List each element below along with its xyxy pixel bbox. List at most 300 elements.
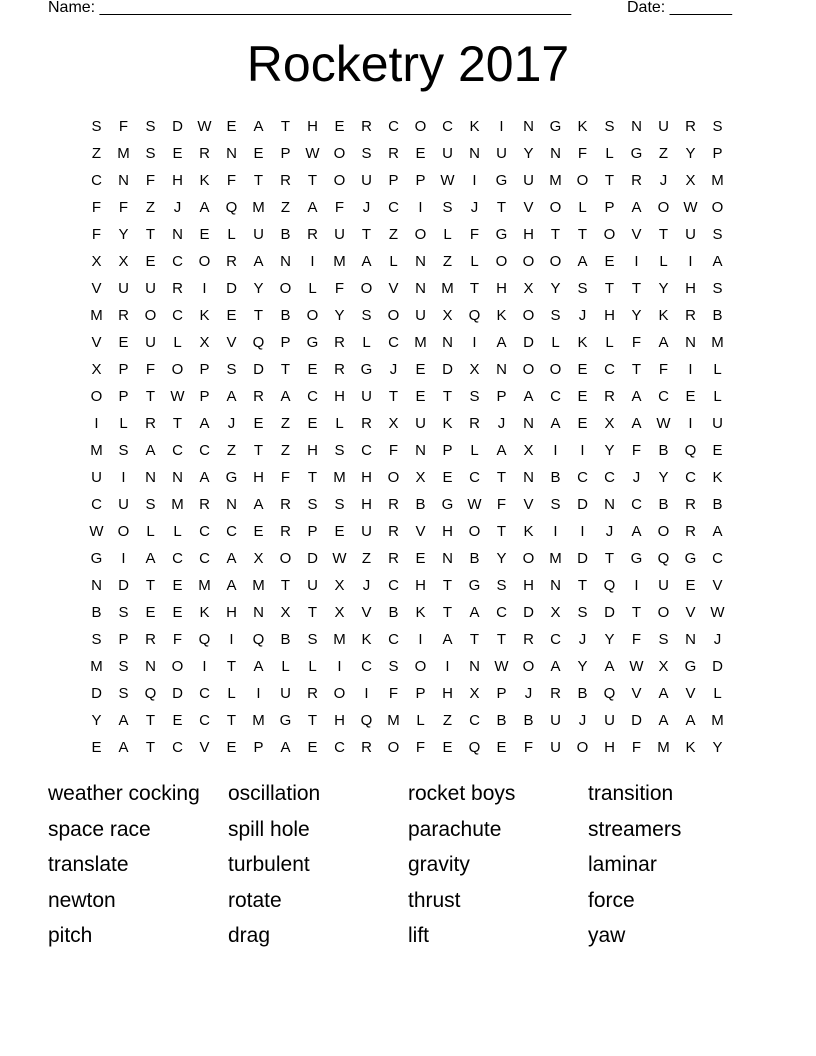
grid-letter: J <box>524 685 533 702</box>
grid-letter: B <box>523 712 534 729</box>
grid-letter: A <box>523 388 534 405</box>
grid-letter: G <box>630 550 643 567</box>
grid-letter: I <box>499 118 504 135</box>
grid-letter: K <box>496 307 507 324</box>
grid-letter: A <box>658 712 669 729</box>
grid-letter: L <box>308 280 317 297</box>
grid-letter: R <box>631 172 642 189</box>
grid-row <box>83 491 743 518</box>
grid-letter: Q <box>468 739 481 756</box>
grid-letter: T <box>307 604 318 621</box>
grid-letter: P <box>280 145 291 162</box>
grid-letter: S <box>307 496 318 513</box>
grid-letter: T <box>145 226 156 243</box>
grid-letter: N <box>550 145 561 162</box>
grid-letter: H <box>334 388 345 405</box>
grid-letter: I <box>580 442 585 459</box>
grid-letter: Q <box>684 442 697 459</box>
grid-letter: R <box>280 496 291 513</box>
grid-letter: K <box>658 307 669 324</box>
grid-letter: E <box>172 145 183 162</box>
grid-letter: D <box>577 496 588 513</box>
grid-letter: C <box>604 469 615 486</box>
grid-letter: V <box>631 685 642 702</box>
grid-letter: N <box>91 577 102 594</box>
grid-letter: L <box>335 415 344 432</box>
grid-letter: N <box>226 496 237 513</box>
grid-letter: U <box>118 280 129 297</box>
grid-letter: S <box>307 631 318 648</box>
grid-letter: B <box>415 496 426 513</box>
grid-letter: R <box>550 685 561 702</box>
word-list-item: oscillation <box>228 782 321 805</box>
grid-letter: Y <box>685 145 696 162</box>
grid-letter: X <box>685 172 696 189</box>
grid-letter: M <box>90 307 103 324</box>
grid-letter: Y <box>496 550 507 567</box>
grid-letter: N <box>685 334 696 351</box>
grid-letter: D <box>631 712 642 729</box>
grid-letter: S <box>118 442 129 459</box>
grid-letter: H <box>496 280 507 297</box>
grid-letter: S <box>496 577 507 594</box>
grid-letter: U <box>550 739 561 756</box>
grid-letter: F <box>334 280 345 297</box>
grid-letter: S <box>118 658 129 675</box>
grid-letter: Y <box>604 442 615 459</box>
word-list-item: streamers <box>588 817 682 841</box>
grid-letter: S <box>334 496 345 513</box>
grid-letter: U <box>145 334 156 351</box>
grid-letter: S <box>712 226 723 243</box>
grid-letter: C <box>172 442 183 459</box>
grid-letter: W <box>629 658 644 675</box>
grid-letter: E <box>604 253 615 270</box>
grid-letter: B <box>280 631 291 648</box>
grid-letter: C <box>388 577 399 594</box>
grid-letter: A <box>631 199 642 216</box>
grid-letter: Q <box>468 307 481 324</box>
grid-letter: P <box>307 523 318 540</box>
grid-letter: O <box>522 550 535 567</box>
grid-letter: E <box>442 469 453 486</box>
grid-letter: Y <box>550 280 561 297</box>
grid-letter: S <box>361 145 372 162</box>
grid-letter: G <box>360 361 373 378</box>
grid-letter: H <box>523 577 534 594</box>
grid-letter: T <box>172 415 183 432</box>
grid-letter: D <box>307 550 318 567</box>
grid-letter: N <box>496 361 507 378</box>
grid-letter: E <box>226 118 237 135</box>
grid-letter: I <box>256 685 261 702</box>
grid-letter: R <box>361 415 372 432</box>
grid-letter: V <box>523 199 534 216</box>
grid-letter: E <box>226 739 237 756</box>
grid-letter: X <box>334 577 345 594</box>
grid-letter: P <box>442 442 453 459</box>
grid-letter: R <box>685 307 696 324</box>
grid-letter: H <box>361 496 372 513</box>
grid-letter: W <box>683 199 698 216</box>
grid-letter: S <box>145 118 156 135</box>
grid-letter: T <box>469 631 480 648</box>
grid-letter: E <box>415 388 426 405</box>
grid-letter: T <box>442 604 453 621</box>
grid-letter: P <box>388 172 399 189</box>
grid-letter: I <box>553 523 558 540</box>
grid-letter: H <box>307 442 318 459</box>
grid-letter: L <box>281 658 290 675</box>
grid-letter: E <box>145 604 156 621</box>
grid-letter: O <box>387 739 400 756</box>
grid-letter: A <box>253 496 264 513</box>
grid-letter: I <box>688 253 693 270</box>
grid-letter: P <box>118 361 129 378</box>
grid-letter: O <box>414 118 427 135</box>
grid-letter: N <box>415 280 426 297</box>
grid-letter: A <box>469 604 480 621</box>
grid-row <box>83 626 743 653</box>
grid-letter: E <box>226 307 237 324</box>
grid-letter: U <box>253 226 264 243</box>
grid-letter: V <box>631 226 642 243</box>
grid-letter: C <box>334 739 345 756</box>
grid-letter: Y <box>658 280 669 297</box>
grid-letter: N <box>442 334 453 351</box>
grid-letter: G <box>225 469 238 486</box>
grid-letter: E <box>685 388 696 405</box>
grid-letter: V <box>685 604 696 621</box>
grid-letter: J <box>470 199 479 216</box>
grid-letter: E <box>307 415 318 432</box>
grid-letter: O <box>171 361 184 378</box>
grid-letter: Z <box>442 253 453 270</box>
grid-letter: O <box>522 361 535 378</box>
grid-letter: H <box>523 226 534 243</box>
grid-letter: S <box>334 442 345 459</box>
grid-letter: J <box>713 631 722 648</box>
grid-letter: E <box>199 226 210 243</box>
grid-letter: J <box>632 469 641 486</box>
grid-letter: V <box>91 334 102 351</box>
grid-letter: G <box>90 550 103 567</box>
grid-letter: Q <box>144 685 157 702</box>
grid-letter: L <box>416 712 425 729</box>
grid-letter: J <box>605 523 614 540</box>
grid-letter: U <box>307 577 318 594</box>
grid-letter: A <box>253 253 264 270</box>
grid-letter: P <box>199 361 210 378</box>
grid-letter: N <box>523 469 534 486</box>
grid-letter: S <box>577 280 588 297</box>
grid-letter: U <box>685 226 696 243</box>
grid-letter: K <box>523 523 534 540</box>
grid-letter: Z <box>280 415 291 432</box>
grid-letter: G <box>549 118 562 135</box>
grid-letter: I <box>418 199 423 216</box>
grid-letter: C <box>199 442 210 459</box>
grid-letter: I <box>229 631 234 648</box>
grid-letter: O <box>522 307 535 324</box>
name-field <box>48 0 571 18</box>
grid-letter: R <box>280 523 291 540</box>
grid-letter: S <box>226 361 237 378</box>
grid-letter: E <box>685 577 696 594</box>
grid-letter: R <box>361 739 372 756</box>
grid-letter: T <box>631 280 642 297</box>
grid-letter: X <box>469 685 480 702</box>
grid-letter: E <box>334 118 345 135</box>
grid-letter: S <box>469 388 480 405</box>
grid-letter: P <box>118 631 129 648</box>
grid-letter: R <box>307 226 318 243</box>
grid-letter: U <box>361 388 372 405</box>
grid-letter: M <box>117 145 130 162</box>
grid-letter: G <box>684 658 697 675</box>
grid-letter: M <box>90 442 103 459</box>
grid-letter: S <box>145 145 156 162</box>
grid-letter: T <box>145 712 156 729</box>
grid-row <box>83 140 743 167</box>
grid-letter: N <box>415 253 426 270</box>
grid-letter: T <box>145 739 156 756</box>
word-list-item: newton <box>48 888 116 912</box>
grid-letter: A <box>226 577 237 594</box>
grid-letter: C <box>172 739 183 756</box>
grid-row <box>83 329 743 356</box>
grid-letter: O <box>657 199 670 216</box>
grid-letter: P <box>199 388 210 405</box>
grid-letter: S <box>577 604 588 621</box>
grid-letter: Q <box>657 550 670 567</box>
grid-letter: L <box>659 253 668 270</box>
grid-letter: O <box>387 469 400 486</box>
grid-letter: R <box>388 145 399 162</box>
grid-letter: V <box>712 577 723 594</box>
grid-letter: R <box>307 685 318 702</box>
grid-letter: L <box>713 388 722 405</box>
grid-letter: A <box>118 712 129 729</box>
grid-letter: L <box>146 523 155 540</box>
grid-letter: O <box>333 172 346 189</box>
grid-letter: I <box>121 550 126 567</box>
grid-letter: B <box>712 307 723 324</box>
grid-letter: U <box>658 577 669 594</box>
grid-letter: E <box>577 388 588 405</box>
grid-letter: S <box>550 496 561 513</box>
grid-letter: O <box>522 658 535 675</box>
grid-letter: C <box>550 631 561 648</box>
grid-letter: A <box>199 415 210 432</box>
grid-letter: D <box>253 361 264 378</box>
grid-letter: X <box>253 550 264 567</box>
grid-row <box>83 113 743 140</box>
date-label: Date: <box>627 0 666 16</box>
grid-letter: A <box>280 739 291 756</box>
grid-letter: V <box>415 523 426 540</box>
grid-letter: R <box>685 496 696 513</box>
grid-letter: C <box>658 388 669 405</box>
grid-letter: I <box>472 172 477 189</box>
grid-letter: F <box>631 334 642 351</box>
word-list-item: force <box>588 888 635 912</box>
grid-letter: K <box>685 739 696 756</box>
grid-letter: A <box>658 334 669 351</box>
grid-letter: L <box>578 199 587 216</box>
grid-letter: L <box>470 442 479 459</box>
grid-letter: N <box>118 172 129 189</box>
grid-letter: T <box>496 631 507 648</box>
grid-letter: J <box>173 199 182 216</box>
grid-letter: K <box>577 118 588 135</box>
grid-letter: T <box>604 172 615 189</box>
grid-letter: B <box>658 496 669 513</box>
grid-letter: A <box>658 685 669 702</box>
grid-letter: N <box>550 577 561 594</box>
grid-letter: M <box>657 739 670 756</box>
grid-letter: H <box>226 604 237 621</box>
grid-letter: M <box>252 199 265 216</box>
grid-letter: N <box>415 442 426 459</box>
grid-letter: M <box>252 712 265 729</box>
grid-letter: S <box>361 307 372 324</box>
grid-letter: C <box>604 361 615 378</box>
grid-letter: Q <box>360 712 373 729</box>
grid-letter: M <box>549 550 562 567</box>
grid-letter: H <box>334 712 345 729</box>
grid-letter: M <box>549 172 562 189</box>
grid-letter: S <box>145 496 156 513</box>
grid-letter: Y <box>658 469 669 486</box>
grid-letter: H <box>442 685 453 702</box>
word-list-item: laminar <box>588 853 657 877</box>
grid-letter: I <box>202 658 207 675</box>
grid-letter: T <box>442 577 453 594</box>
grid-letter: S <box>118 685 129 702</box>
grid-letter: M <box>711 334 724 351</box>
grid-letter: A <box>577 253 588 270</box>
grid-letter: R <box>685 118 696 135</box>
grid-letter: X <box>550 604 561 621</box>
grid-letter: C <box>199 712 210 729</box>
grid-letter: S <box>91 118 102 135</box>
grid-letter: E <box>577 415 588 432</box>
grid-letter: P <box>253 739 264 756</box>
grid-letter: S <box>604 118 615 135</box>
grid-letter: P <box>712 145 723 162</box>
grid-letter: H <box>361 469 372 486</box>
grid-letter: R <box>469 415 480 432</box>
grid-letter: J <box>227 415 236 432</box>
grid-row <box>83 572 743 599</box>
grid-letter: X <box>388 415 399 432</box>
grid-letter: X <box>280 604 291 621</box>
grid-letter: B <box>280 226 291 243</box>
grid-letter: F <box>658 361 669 378</box>
date-field <box>627 0 732 18</box>
grid-letter: H <box>604 307 615 324</box>
grid-letter: C <box>172 307 183 324</box>
grid-letter: A <box>253 118 264 135</box>
grid-letter: U <box>91 469 102 486</box>
grid-letter: A <box>118 739 129 756</box>
grid-letter: N <box>685 631 696 648</box>
word-list-item: gravity <box>408 853 470 877</box>
grid-letter: P <box>280 334 291 351</box>
grid-row <box>83 599 743 626</box>
grid-letter: U <box>415 415 426 432</box>
grid-row <box>83 464 743 491</box>
grid-letter: B <box>469 550 480 567</box>
grid-letter: D <box>523 604 534 621</box>
grid-letter: A <box>496 334 507 351</box>
grid-letter: I <box>364 685 369 702</box>
grid-letter: C <box>388 118 399 135</box>
grid-letter: F <box>496 496 507 513</box>
grid-letter: E <box>307 361 318 378</box>
grid-letter: O <box>657 523 670 540</box>
grid-letter: P <box>415 685 426 702</box>
grid-letter: T <box>496 469 507 486</box>
grid-letter: I <box>337 658 342 675</box>
grid-letter: E <box>415 550 426 567</box>
grid-letter: T <box>631 604 642 621</box>
grid-row <box>83 437 743 464</box>
grid-letter: B <box>712 496 723 513</box>
grid-letter: J <box>362 577 371 594</box>
grid-letter: Z <box>442 712 453 729</box>
grid-letter: G <box>306 334 319 351</box>
word-list-item: spill hole <box>228 817 310 841</box>
grid-letter: G <box>630 145 643 162</box>
grid-letter: I <box>121 469 126 486</box>
grid-letter: J <box>659 172 668 189</box>
grid-row <box>83 383 743 410</box>
grid-letter: O <box>387 307 400 324</box>
grid-letter: F <box>118 118 129 135</box>
grid-letter: N <box>226 145 237 162</box>
grid-letter: V <box>685 685 696 702</box>
grid-letter: K <box>577 334 588 351</box>
grid-letter: L <box>713 361 722 378</box>
grid-letter: O <box>603 226 616 243</box>
grid-letter: P <box>118 388 129 405</box>
grid-letter: Q <box>252 631 265 648</box>
grid-letter: O <box>576 172 589 189</box>
grid-letter: U <box>361 523 372 540</box>
grid-letter: W <box>197 118 212 135</box>
grid-letter: T <box>577 577 588 594</box>
grid-letter: E <box>145 253 156 270</box>
grid-letter: T <box>145 388 156 405</box>
grid-letter: N <box>523 415 534 432</box>
grid-letter: Q <box>252 334 265 351</box>
word-list-row <box>48 812 768 848</box>
grid-letter: A <box>712 523 723 540</box>
grid-letter: S <box>712 280 723 297</box>
grid-letter: X <box>523 442 534 459</box>
grid-letter: O <box>414 658 427 675</box>
grid-letter: L <box>227 685 236 702</box>
grid-letter: M <box>387 712 400 729</box>
grid-letter: M <box>90 658 103 675</box>
grid-letter: E <box>118 334 129 351</box>
grid-letter: R <box>523 631 534 648</box>
grid-letter: D <box>577 550 588 567</box>
grid-letter: J <box>497 415 506 432</box>
grid-letter: F <box>631 631 642 648</box>
